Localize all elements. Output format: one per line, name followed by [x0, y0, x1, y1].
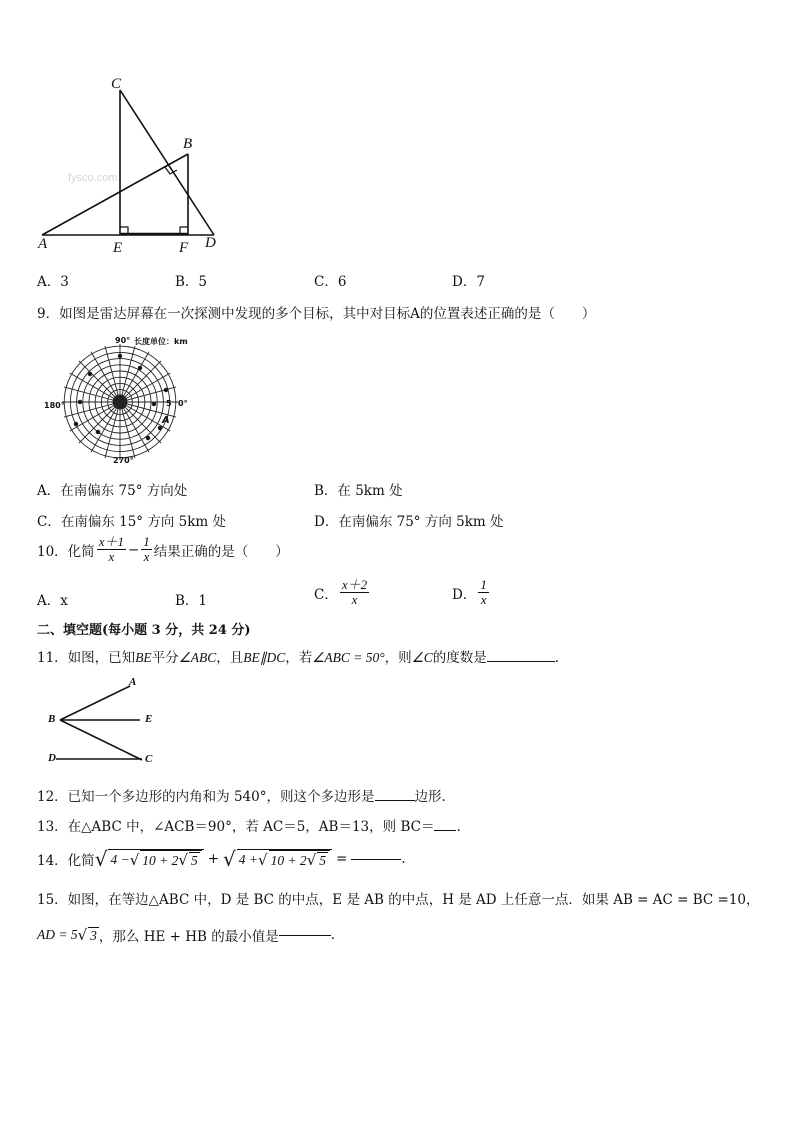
radar-target-dot — [96, 430, 100, 434]
q11-label-c: C — [145, 753, 153, 765]
q14-answer-blank[interactable] — [351, 859, 401, 860]
q14-t1a: 4 − — [110, 851, 130, 867]
q8-option-d[interactable]: D．7 — [452, 274, 485, 290]
q11-angle-c: ∠C — [411, 650, 433, 665]
q10-option-d[interactable] — [452, 578, 491, 607]
q8-label-b: B — [183, 136, 193, 152]
q8-label-d: D — [205, 235, 216, 251]
q13-stem — [37, 815, 461, 835]
q14-stem — [37, 847, 406, 871]
radar-unit-label: 长度单位：km — [134, 337, 188, 346]
q14-inner-2 — [269, 850, 330, 869]
q8-option-b[interactable]: B．5 — [175, 274, 208, 290]
radar-270-label: 270° — [113, 456, 134, 465]
q8-figure — [30, 72, 230, 262]
q14-radical-1b-icon: √ — [129, 850, 140, 869]
q11-part6: 的度数是 — [432, 650, 487, 666]
q15-line2b: ，那么 HE + HB 的最小值是 — [98, 929, 279, 945]
q13-answer-blank[interactable] — [434, 830, 456, 831]
q14-prefix: 14．化简 — [37, 853, 95, 869]
q10-fraction-2 — [141, 535, 152, 564]
q10-fraction-1 — [97, 535, 126, 564]
q8-label-e: E — [113, 240, 123, 256]
q11-part4: ，若 — [285, 650, 313, 666]
q11-parallel: BE∥DC — [243, 650, 286, 665]
q11-angle: ∠ABC = 50° — [312, 650, 385, 665]
q8-label-c: C — [111, 76, 122, 92]
q14-end: . — [401, 851, 406, 867]
radar-target-dot — [138, 366, 142, 370]
q10-prefix: 10．化简 — [37, 543, 95, 560]
q15-radical-icon: √ — [77, 926, 88, 944]
q15-end: . — [330, 927, 336, 943]
q14-radical-2-icon: √ — [223, 847, 236, 871]
q12-text1: 12．已知一个多边形的内角和为 540°，则这个多边形是 — [37, 789, 375, 805]
q11-be: BE — [135, 650, 152, 665]
q9-option-d[interactable]: D．在南偏东 75° 方向 5km 处 — [314, 514, 504, 530]
q10-option-b[interactable]: B．1 — [175, 593, 208, 609]
q14-t1b: 10 + 2 — [142, 853, 179, 868]
q12-text2: 边形. — [414, 789, 446, 805]
q15-sqrt3: 3 — [90, 927, 97, 943]
q15-line1: 15．如图，在等边△ABC 中，D 是 BC 的中点，E 是 AB 的中点，H 是 AD 上任意一点．如果 AB = AC = BC =10， — [37, 892, 760, 908]
q11-label-e: E — [145, 713, 153, 725]
radar-target-dot — [152, 402, 156, 406]
q14-t2b: 10 + 2 — [270, 853, 307, 868]
radar-target-dot — [118, 354, 122, 358]
q10-option-c-den: x — [351, 592, 358, 607]
q10-f2-num: 1 — [143, 534, 150, 549]
q11-answer-blank[interactable] — [487, 661, 555, 662]
q10-option-c-num: x＋2 — [341, 577, 368, 592]
q10-option-d-frac — [478, 578, 489, 607]
q14-radical-1c-icon: √ — [178, 851, 188, 869]
q11-label-a: A — [129, 676, 137, 688]
q11-end: . — [554, 650, 560, 666]
q9-option-a[interactable]: A．在南偏东 75° 方向处 — [37, 483, 188, 499]
q10-option-a[interactable]: A．x — [37, 593, 68, 609]
q14-radicand-1 — [108, 849, 203, 869]
q8-option-a[interactable]: A．3 — [37, 274, 69, 290]
q10-option-d-den: x — [480, 592, 487, 607]
radar-0-label: 0° — [178, 399, 188, 408]
q13-text: 13．在△ABC 中，∠ACB＝90°，若 AC＝5，AB＝13，则 BC＝ — [37, 819, 435, 835]
q10-stem — [37, 535, 289, 564]
q10-suffix: 结果正确的是（ ） — [153, 543, 289, 560]
radar-target-dot — [74, 422, 78, 426]
radar-center — [113, 395, 127, 409]
q14-plus: + — [207, 851, 219, 867]
q8-label-a: A — [38, 236, 48, 252]
q9-stem: 9．如图是雷达屏幕在一次探测中发现的多个目标，其中对目标A的位置表述正确的是（ ） — [37, 306, 596, 322]
radar-90-label: 90° — [115, 336, 131, 345]
q14-inner-1 — [140, 850, 201, 869]
q12-stem — [37, 785, 446, 805]
q8-option-c[interactable]: C．6 — [314, 274, 347, 290]
q8-label-f: F — [179, 240, 189, 256]
q10-option-c-label: C． — [314, 586, 338, 603]
radar-180-label: 180° — [44, 401, 65, 410]
radar-5-label: 5 — [166, 399, 172, 408]
q14-radical-2b-icon: √ — [258, 850, 268, 869]
q10-f2-den: x — [143, 549, 150, 564]
radar-target-dot — [78, 400, 82, 404]
q15-ad: AD = 5 — [37, 927, 78, 942]
q11-part5: ，则 — [384, 650, 412, 666]
q10-option-c-frac — [340, 578, 369, 607]
radar-target-dot — [146, 436, 150, 440]
q10-option-c[interactable] — [314, 578, 371, 607]
q9-option-b[interactable]: B．在 5km 处 — [314, 483, 403, 499]
q12-answer-blank[interactable] — [375, 800, 415, 801]
q9-option-c[interactable]: C．在南偏东 15° 方向 5km 处 — [37, 514, 226, 530]
q10-minus: − — [127, 541, 140, 558]
radar-target-dot — [158, 426, 162, 430]
radar-target-label: A — [162, 415, 170, 426]
q10-option-d-num: 1 — [480, 577, 487, 592]
q14-eq: = — [336, 851, 348, 867]
q14-radicand-2 — [237, 849, 332, 869]
q11-stem — [37, 646, 559, 666]
q10-f1-num: x＋1 — [98, 534, 124, 549]
q10-f1-den: x — [108, 549, 115, 564]
section-2-heading: 二、填空题(每小题 3 分，共 24 分) — [37, 623, 251, 638]
q13-end: . — [456, 819, 461, 835]
q14-radical-2c-icon: √ — [306, 851, 317, 869]
q15-line2 — [37, 925, 335, 945]
q8-watermark: fysco.com — [68, 172, 118, 184]
q11-part3: ，且 — [216, 650, 244, 666]
q11-label-b: B — [48, 713, 56, 725]
q11-label-d: D — [48, 752, 56, 764]
radar-target-dot — [164, 388, 168, 392]
q15-answer-blank[interactable] — [279, 935, 331, 936]
q11-part2: 平分 — [151, 650, 179, 666]
q14-t2a: 4 + — [238, 851, 258, 867]
radar-target-dot — [88, 372, 92, 376]
q11-part1: 11．如图，已知 — [37, 650, 136, 666]
q10-option-d-label: D． — [452, 586, 477, 603]
q11-abc: ∠ABC — [178, 650, 217, 665]
q14-five-1: 5 — [190, 853, 198, 868]
q14-radical-1-icon: √ — [94, 847, 108, 871]
q14-five-2: 5 — [319, 853, 326, 868]
